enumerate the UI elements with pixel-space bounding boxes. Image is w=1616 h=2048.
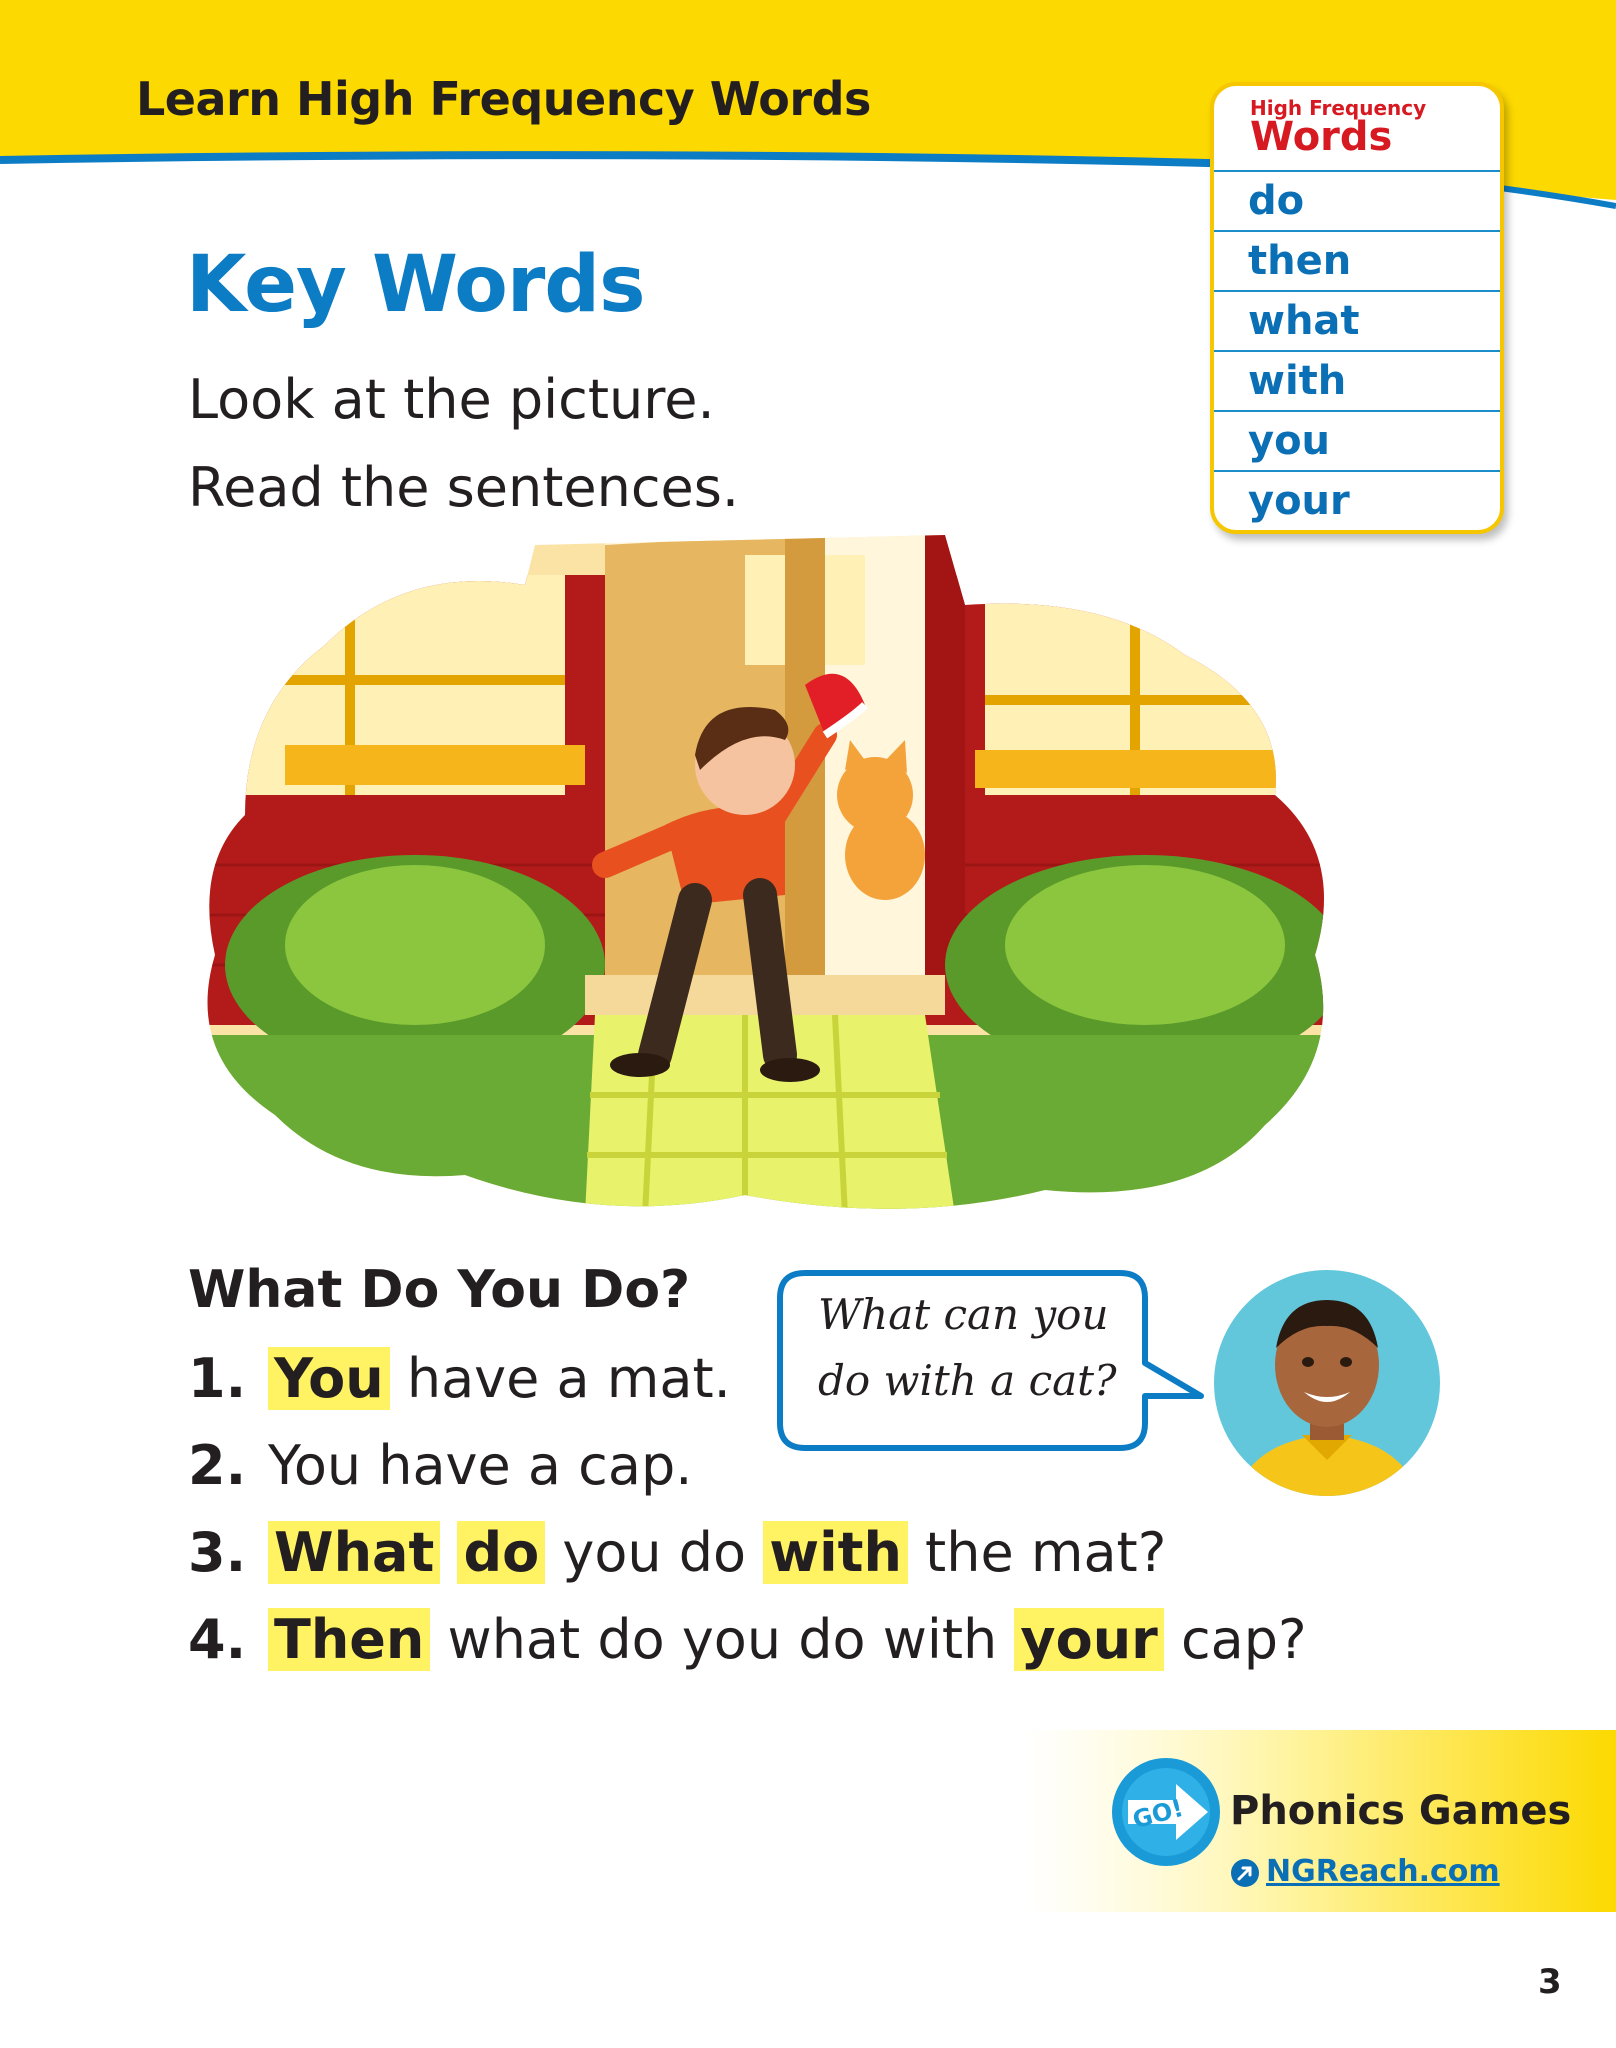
activity-title: What Do You Do? — [188, 1260, 691, 1320]
sentence-text: you do — [545, 1521, 764, 1584]
word-row — [1214, 290, 1500, 350]
highlighted-word: Then — [268, 1608, 430, 1671]
word-do: do — [1248, 178, 1305, 224]
word-then: then — [1248, 238, 1352, 284]
word-your: your — [1248, 478, 1350, 524]
speech-bubble-line: What can you — [818, 1290, 1109, 1339]
sentence-text — [440, 1521, 457, 1584]
instruction-line: Look at the picture. — [188, 368, 715, 431]
go-badge-label: GO! — [1129, 1793, 1187, 1835]
highlighted-word: What — [268, 1521, 440, 1584]
sentence-text: have a mat. — [389, 1347, 731, 1410]
highlighted-word: do — [457, 1521, 545, 1584]
sentence-text: cap? — [1163, 1608, 1307, 1671]
phonics-games-title: Phonics Games — [1230, 1788, 1572, 1834]
boy-and-cat-illustration — [185, 535, 1345, 1215]
sentence-1 — [188, 1343, 731, 1415]
sentence-number: 2. — [188, 1434, 247, 1497]
word-row — [1214, 350, 1500, 410]
highlighted-word: with — [763, 1521, 908, 1584]
speech-bubble-line: do with a cat? — [818, 1356, 1117, 1405]
link-arrow-icon — [1230, 1858, 1260, 1888]
word-box-label: Words — [1250, 114, 1393, 160]
sentence-text: You have a cap. — [268, 1434, 693, 1497]
go-arrow-icon[interactable] — [1110, 1756, 1222, 1868]
word-row — [1214, 230, 1500, 290]
word-what: what — [1248, 298, 1360, 344]
instruction-line: Read the sentences. — [188, 456, 740, 519]
header-title: Learn High Frequency Words — [136, 72, 871, 126]
student-avatar — [1214, 1270, 1440, 1496]
highlighted-word: your — [1014, 1608, 1163, 1671]
section-title: Key Words — [186, 240, 645, 330]
sentence-number: 3. — [188, 1521, 247, 1584]
page-number: 3 — [1538, 1962, 1562, 2002]
highlighted-word: You — [268, 1347, 390, 1410]
word-row — [1214, 410, 1500, 470]
sentence-number: 4. — [188, 1608, 247, 1671]
sentence-3 — [188, 1517, 1166, 1589]
word-with: with — [1248, 358, 1347, 404]
sentence-number: 1. — [188, 1347, 247, 1410]
sentence-2 — [188, 1430, 692, 1502]
sentence-4 — [188, 1604, 1307, 1676]
word-box-label-small: High Frequency — [1250, 96, 1427, 120]
high-frequency-words-box — [1210, 82, 1504, 534]
ngreach-link[interactable]: NGReach.com — [1266, 1854, 1500, 1889]
sentence-text: what do you do with — [430, 1608, 1015, 1671]
word-you: you — [1248, 418, 1331, 464]
word-row — [1214, 470, 1500, 530]
sentence-text: the mat? — [907, 1521, 1167, 1584]
word-row — [1214, 170, 1500, 230]
